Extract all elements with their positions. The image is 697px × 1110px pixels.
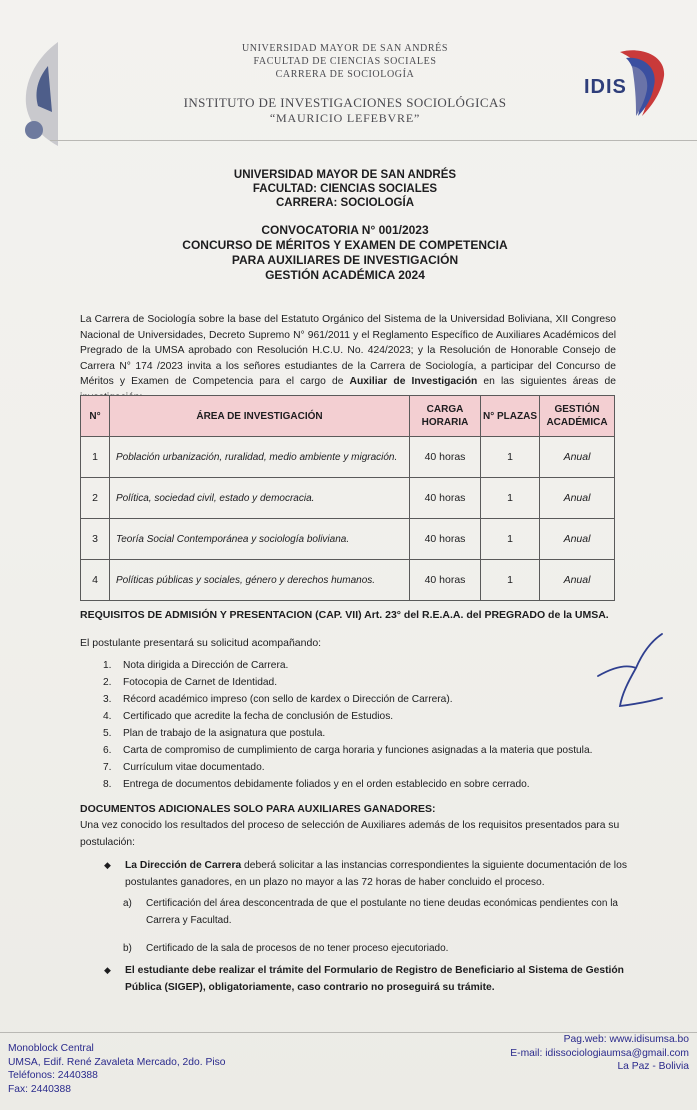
- requirement-text: Currículum vitae documentado.: [123, 762, 265, 773]
- list-item: 5. Plan de trabajo de la asignatura que postula.: [103, 728, 326, 739]
- table-row: [81, 519, 615, 560]
- row-places: 1: [481, 437, 540, 478]
- bullet-direction-bold: La Dirección de Carrera: [125, 860, 242, 871]
- row-area: Políticas públicas y sociales, género y derechos humanos.: [110, 560, 410, 601]
- handwritten-mark-icon: [596, 632, 666, 712]
- list-item: 1. Nota dirigida a Dirección de Carrera.: [103, 660, 289, 671]
- sub-item-text: Certificación del área desconcentrada de que el postulante no tiene deudas económicas pendientes con la Carrera y Facultad.: [146, 898, 618, 926]
- letterhead-institute: INSTITUTO DE INVESTIGACIONES SOCIOLÓGICAS: [183, 95, 507, 110]
- row-hours: 40 horas: [410, 560, 481, 601]
- row-period: Anual: [540, 478, 615, 519]
- university-seal-icon: [18, 42, 58, 146]
- row-hours: 40 horas: [410, 478, 481, 519]
- row-number: 3: [81, 519, 110, 560]
- requirement-text: Entrega de documentos debidamente foliados y en el orden establecido en sobre cerrado.: [123, 779, 530, 790]
- row-period: Anual: [540, 437, 615, 478]
- footer-address-line: Monoblock Central: [8, 1043, 94, 1054]
- bullet-direction: [106, 857, 631, 891]
- footer-web: Pag.web: www.idisumsa.bo: [563, 1034, 689, 1045]
- col-period: GESTIÓN ACADÉMICA: [540, 396, 615, 437]
- row-places: 1: [481, 560, 540, 601]
- table-header-row: [81, 396, 615, 437]
- bullet-student: [106, 962, 631, 996]
- intro-paragraph: [80, 312, 616, 405]
- sub-item-letter: a): [123, 898, 132, 909]
- row-period: Anual: [540, 519, 615, 560]
- footer-address-line: UMSA, Edif. René Zavaleta Mercado, 2do. Piso: [8, 1056, 226, 1068]
- row-period: Anual: [540, 560, 615, 601]
- col-area: ÁREA DE INVESTIGACIÓN: [110, 396, 410, 437]
- footer-fax: Fax: 2440388: [8, 1083, 71, 1095]
- table-row: [81, 560, 615, 601]
- list-item: 3. Récord académico impreso (con sello de kardex o Dirección de Carrera).: [103, 694, 453, 705]
- row-area: Política, sociedad civil, estado y democracia.: [110, 478, 410, 519]
- col-number: N°: [81, 396, 110, 437]
- diamond-bullet-icon: ◆: [104, 860, 111, 870]
- research-areas-table: [80, 395, 615, 601]
- col-hours: CARGA HORARIA: [410, 396, 481, 437]
- table-row: [81, 437, 615, 478]
- list-item: 4. Certificado que acredite la fecha de conclusión de Estudios.: [103, 711, 394, 722]
- footer-address: [8, 1042, 225, 1096]
- header-divider: [50, 140, 697, 141]
- bullet-direction-text: deberá solicitar a las instancias correspondientes la siguiente documentación de los postulantes ganadores, en un plazo no mayor a las 72 horas de haber concluido el proceso.: [125, 860, 627, 888]
- title-contest: CONCURSO DE MÉRITOS Y EXAMEN DE COMPETENCIA: [182, 238, 508, 252]
- intro-bold: Auxiliar de Investigación: [349, 376, 478, 387]
- requirement-text: Récord académico impreso (con sello de kardex o Dirección de Carrera).: [123, 694, 453, 705]
- list-item: 6. Carta de compromiso de cumplimiento de carga horaria y funciones asignadas a la materia que postula.: [103, 745, 593, 756]
- letterhead-faculty: FACULTAD DE CIENCIAS SOCIALES: [253, 56, 437, 67]
- additional-docs-title: DOCUMENTOS ADICIONALES SOLO PARA AUXILIARES GANADORES:: [80, 803, 436, 815]
- footer-contact: [510, 1033, 689, 1074]
- row-number: 2: [81, 478, 110, 519]
- row-number: 1: [81, 437, 110, 478]
- table-row: [81, 478, 615, 519]
- sub-item-a: [123, 895, 633, 929]
- letterhead: [150, 42, 540, 126]
- sub-item-b: [123, 940, 633, 957]
- title-faculty: FACULTAD: CIENCIAS SOCIALES: [252, 183, 438, 195]
- row-places: 1: [481, 519, 540, 560]
- additional-docs-intro: Una vez conocido los resultados del proceso de selección de Auxiliares además de los requisitos presentados para su postulación:: [80, 820, 620, 848]
- row-hours: 40 horas: [410, 437, 481, 478]
- requirement-text: Plan de trabajo de la asignatura que postula.: [123, 728, 326, 739]
- letterhead-institute-name: “MAURICIO LEFEBVRE”: [269, 111, 421, 125]
- col-places: N° PLAZAS: [481, 396, 540, 437]
- list-item: 7. Currículum vitae documentado.: [103, 762, 265, 773]
- intro-text: La Carrera de Sociología sobre la base del Estatuto Orgánico del Sistema de la Universidad Boliviana, XII Congreso Nacional de Universidades, Decreto Supremo N° 961/2011 y el Reglamento Específico de Auxiliares Académicos del Pregrado de la UMSA aprobado con Resolución H.C.U. No. 424/2023; y la Resolución de Honorable Consejo de Carrera N° 174 /2023 invita a los señores estudiantes de la Carrera de Sociología, a participar del Concurso de Méritos y Examen de Competencia para el cargo de: [80, 314, 616, 387]
- sub-item-letter: b): [123, 943, 132, 954]
- sub-item-text: Certificado de la sala de procesos de no tener proceso ejecutoriado.: [146, 943, 449, 954]
- letterhead-career: CARRERA DE SOCIOLOGÍA: [275, 69, 415, 80]
- idis-logo-text: IDIS: [584, 76, 627, 98]
- requirement-text: Certificado que acredite la fecha de conclusión de Estudios.: [123, 711, 394, 722]
- diamond-bullet-icon: ◆: [104, 965, 111, 975]
- letterhead-university: UNIVERSIDAD MAYOR DE SAN ANDRÉS: [241, 43, 449, 54]
- requirements-list: [103, 657, 623, 793]
- bullet-student-text: El estudiante debe realizar el trámite del Formulario de Registro de Beneficiario al Sistema de Gestión Pública (SIGEP), obligatoriamente, caso contrario no proseguirá su trámite.: [125, 965, 624, 993]
- requirement-text: Carta de compromiso de cumplimiento de carga horaria y funciones asignadas a la materia que postula.: [123, 745, 593, 756]
- row-area: Población urbanización, ruralidad, medio ambiente y migración.: [110, 437, 410, 478]
- title-for: PARA AUXILIARES DE INVESTIGACIÓN: [231, 253, 459, 267]
- row-area: Teoría Social Contemporánea y sociología boliviana.: [110, 519, 410, 560]
- requirement-text: Nota dirigida a Dirección de Carrera.: [123, 660, 289, 671]
- requirements-title: REQUISITOS DE ADMISIÓN Y PRESENTACION (CAP. VII) Art. 23° del R.E.A.A. del PREGRADO de la UMSA.: [80, 609, 609, 621]
- row-places: 1: [481, 478, 540, 519]
- intro-tail: en las siguientes áreas de: [483, 376, 617, 387]
- footer-city: La Paz - Bolivia: [617, 1061, 689, 1072]
- title-university: UNIVERSIDAD MAYOR DE SAN ANDRÉS: [233, 169, 457, 181]
- title-call-number: CONVOCATORIA N° 001/2023: [261, 223, 429, 237]
- row-number: 4: [81, 560, 110, 601]
- title-period: GESTIÓN ACADÉMICA 2024: [265, 268, 425, 282]
- footer-email: E-mail: idissociologiaumsa@gmail.com: [510, 1047, 689, 1059]
- title-career: CARRERA: SOCIOLOGÍA: [276, 197, 414, 209]
- footer-phone: Teléfonos: 2440388: [8, 1070, 98, 1081]
- row-hours: 40 horas: [410, 519, 481, 560]
- requirements-intro: El postulante presentará su solicitud acompañando:: [80, 637, 322, 649]
- requirement-text: Fotocopia de Carnet de Identidad.: [123, 677, 278, 688]
- list-item: 8. Entrega de documentos debidamente foliados y en el orden establecido en sobre cerrado.: [103, 779, 530, 790]
- list-item: 2. Fotocopia de Carnet de Identidad.: [103, 677, 278, 688]
- document-title: [100, 168, 590, 283]
